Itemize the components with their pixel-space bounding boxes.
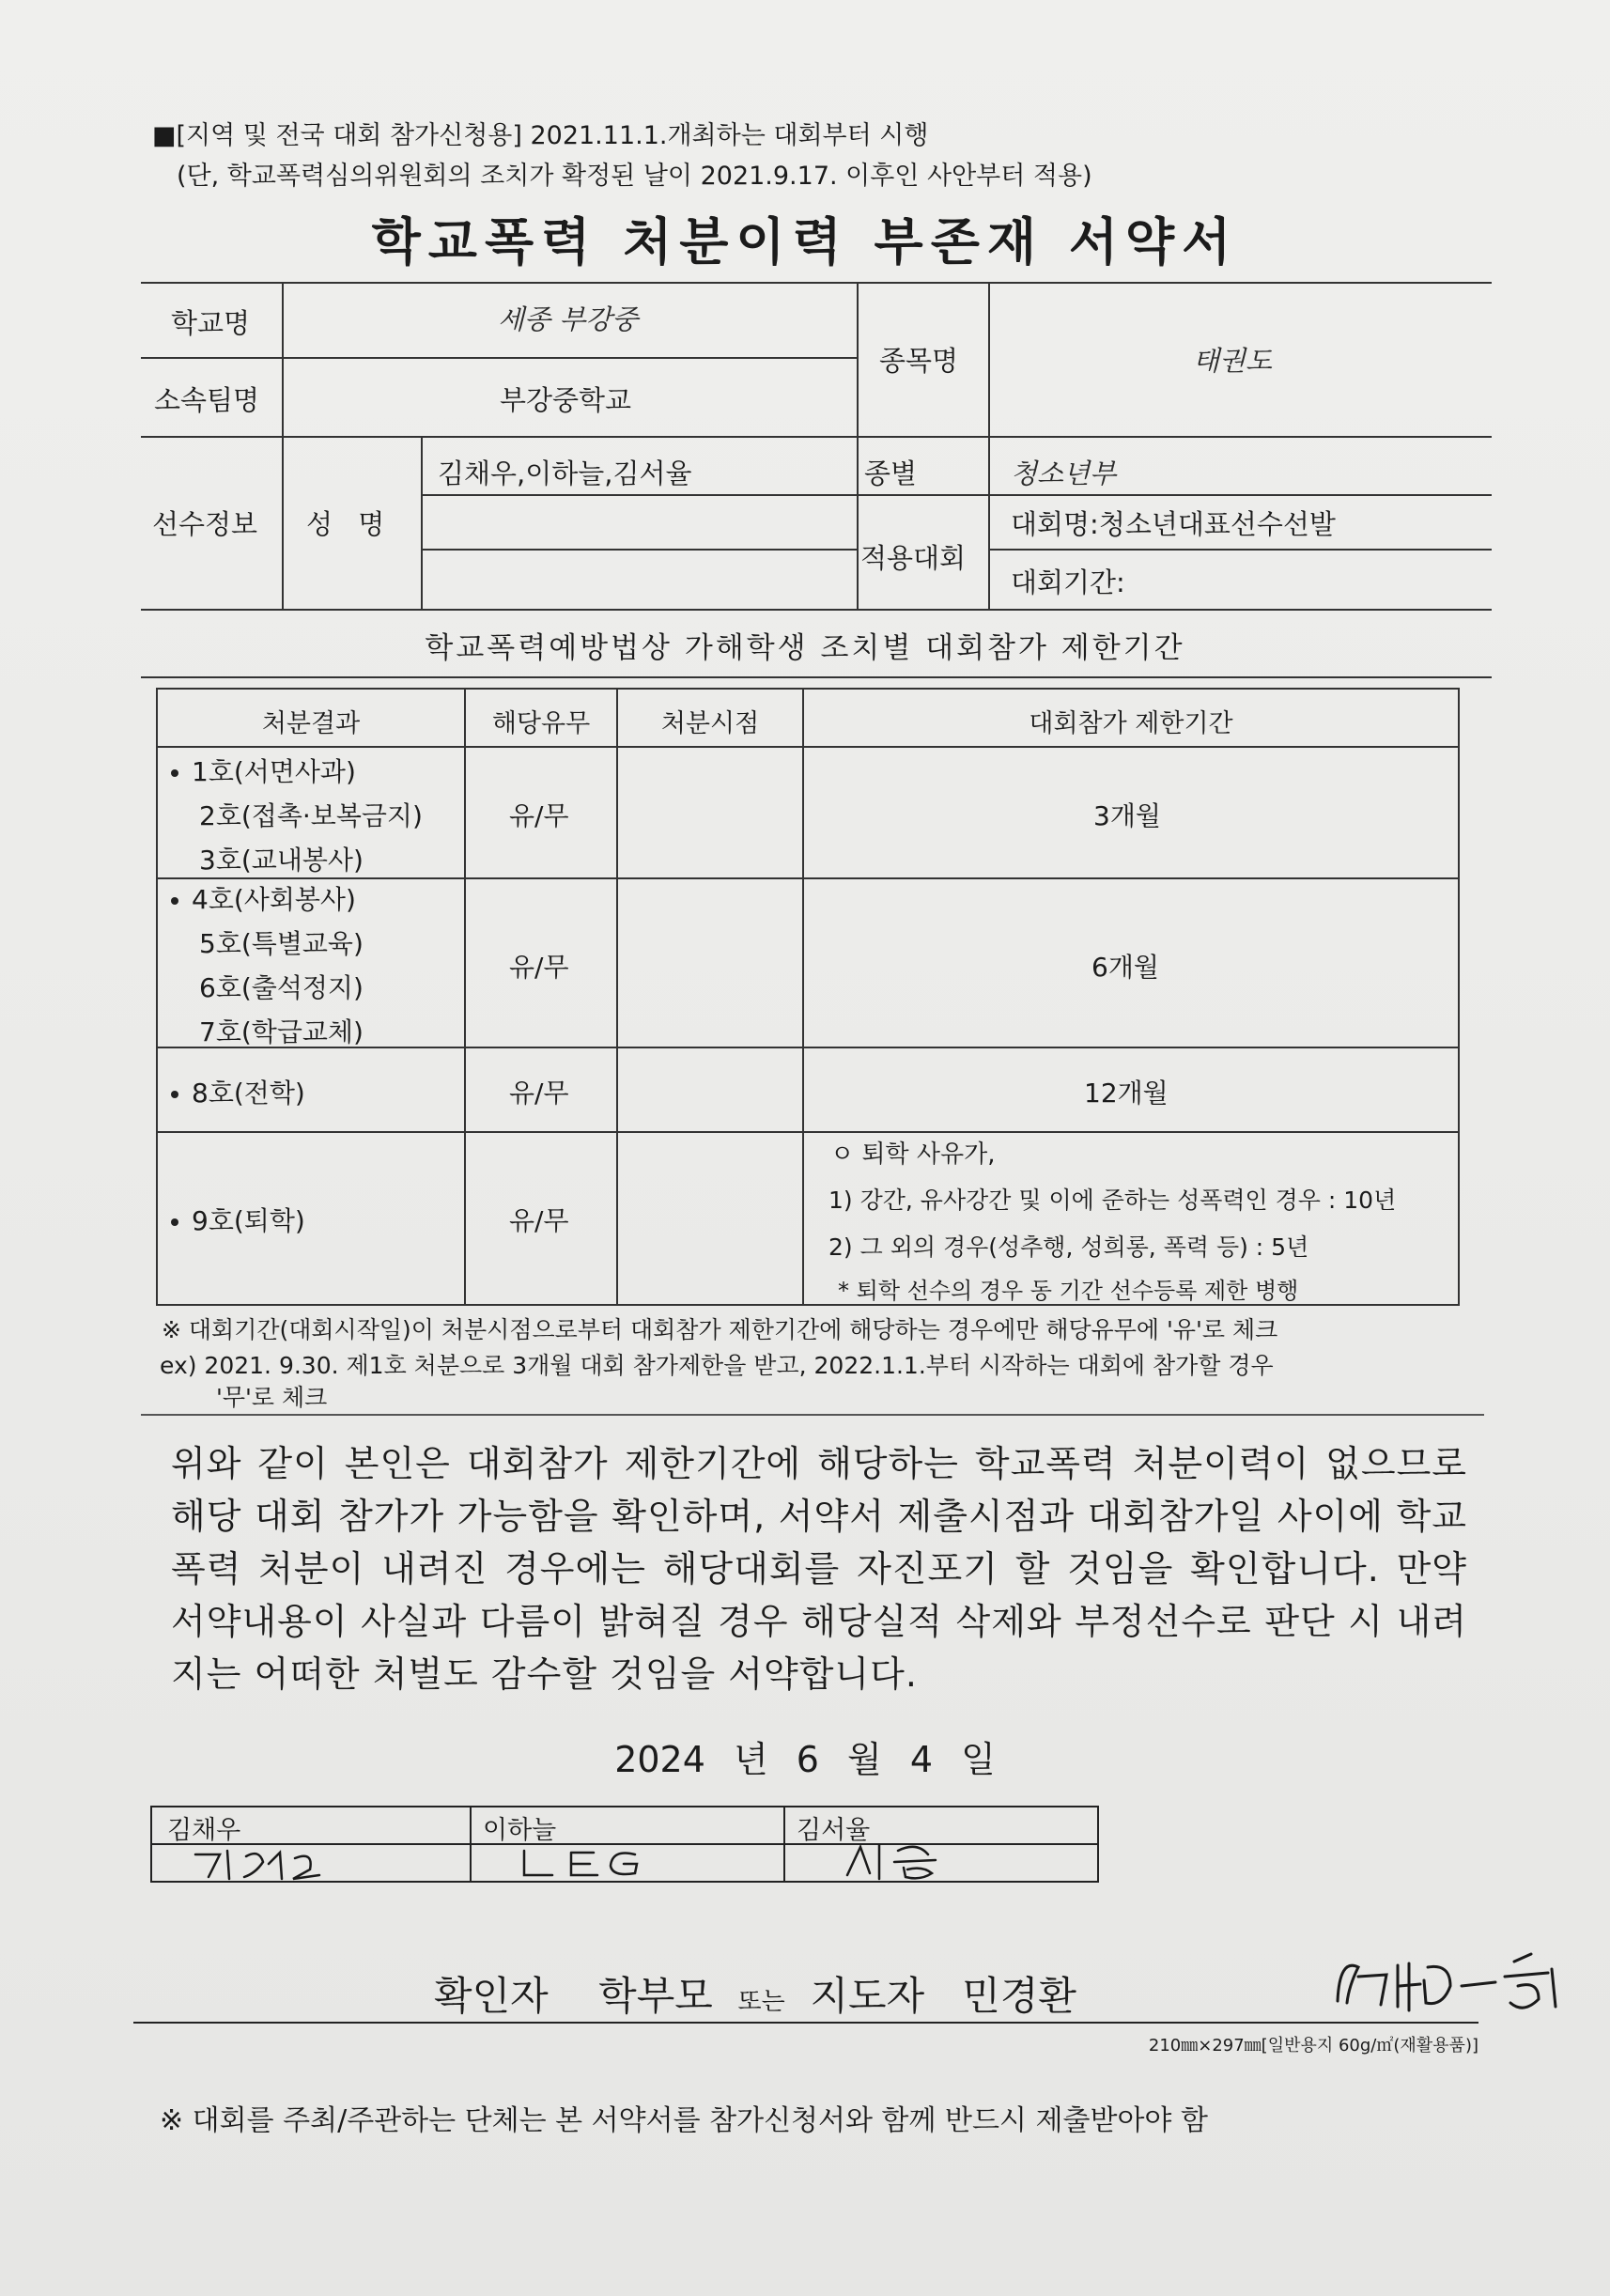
result-7: 7호(학급교체) [199,1016,364,1047]
division-value: 청소년부 [1011,458,1117,489]
confirmer-name: 민경환 [962,1973,1076,2019]
header-line-1: ■[지역 및 전국 대회 참가신청용] 2021.11.1.개최하는 대회부터 시행 [152,121,929,150]
note-2: ex) 2021. 9.30. 제1호 처분으로 3개월 대회 참가제한을 받고, 2022.1.1.부터 시작하는 대회에 참가할 경우 [160,1352,1274,1379]
note-3: '무'로 체크 [216,1384,328,1411]
name-label: 성 명 [306,508,385,540]
team-value: 부강중학교 [500,384,632,416]
confirmer-signature [1330,1948,1574,2024]
document-title: 학교폭력 처분이력 부존재 서약서 [371,212,1239,271]
paper-spec: 210㎜×297㎜[일반용지 60g/㎡(재활용품)] [1148,2036,1478,2056]
signature-table [150,1806,1099,1883]
confirmer-line [434,1965,1076,2022]
applicable-4: 유/무 [509,1205,569,1236]
limit-3: 12개월 [1084,1078,1169,1109]
competition-name: 대회명:청소년대표선수선발 [1011,508,1336,540]
penalty-subtitle: 학교폭력예방법상 가해학생 조치별 대회참가 제한기간 [425,631,1185,665]
division-label: 종별 [864,458,918,489]
result-1: 1호(서면사과) [171,752,356,789]
competition-period: 대회기간: [1011,566,1125,598]
result-5: 5호(특별교육) [199,928,364,959]
limit-2: 6개월 [1091,952,1159,983]
note-1: ※ 대회기간(대회시작일)이 처분시점으로부터 대회참가 제한기간에 해당하는 경우에만 해당유무에 '유'로 체크 [162,1316,1278,1343]
competition-label: 적용대회 [860,542,967,574]
player-info-label: 선수정보 [152,508,258,540]
header-date: 처분시점 [660,709,760,738]
result-6: 6호(출석정지) [199,972,364,1003]
signer-name-2: 이하늘 [483,1816,557,1845]
applicable-3: 유/무 [509,1078,569,1109]
result-9: 9호(퇴학) [171,1201,305,1238]
confirmer-label: 확인자 [434,1973,549,2019]
limit-4-line-2: 1) 강간, 유사강간 및 이에 준하는 성폭력인 경우 : 10년 [828,1187,1397,1214]
result-8: 8호(전학) [171,1073,305,1110]
applicable-1: 유/무 [509,800,569,831]
limit-1: 3개월 [1093,800,1161,831]
header-result: 처분결과 [261,709,361,738]
signer-name-3: 김서율 [797,1816,871,1845]
team-label: 소속팀명 [154,384,260,416]
event-value: 태권도 [1193,345,1273,377]
applicable-2: 유/무 [509,952,569,983]
signature-1 [190,1845,378,1883]
info-table [141,282,1492,611]
header-line-2: (단, 학교폭력심의위원회의 조치가 확정된 날이 2021.9.17. 이후인 사안부터 적용) [177,162,1092,191]
confirmer-parent: 학부모 [598,1973,713,2019]
result-4: 4호(사회봉사) [171,879,356,917]
confirmer-or: 또는 [737,1988,785,2016]
signature-3 [838,1841,1007,1883]
signer-name-1: 김채우 [167,1816,241,1845]
school-name-value: 세종 부강중 [498,303,639,335]
result-3: 3호(교내봉사) [199,845,364,876]
result-2: 2호(접촉·보복금지) [199,800,423,831]
sign-date: 2024 년 6 월 4 일 [614,1739,996,1780]
penalty-table [156,688,1460,1306]
limit-4-line-4: * 퇴학 선수의 경우 동 기간 선수등록 제한 병행 [838,1278,1299,1304]
limit-4-line-3: 2) 그 외의 경우(성추행, 성희롱, 폭력 등) : 5년 [828,1233,1309,1261]
signature-2 [519,1847,669,1881]
header-limit: 대회참가 제한기간 [1029,709,1233,738]
limit-4-line-1: ㅇ 퇴학 사유가, [830,1140,996,1169]
header-applicable: 해당유무 [491,709,591,738]
player-names-value: 김채우,이하늘,김서율 [438,458,692,489]
confirmer-coach: 지도자 [810,1973,925,2019]
event-label: 종목명 [879,345,959,377]
footer-note: ※ 대회를 주최/주관하는 단체는 본 서약서를 참가신청서와 함께 반드시 제출받아야 함 [160,2104,1208,2137]
oath-text: 위와 같이 본인은 대회참가 제한기간에 해당하는 학교폭력 처분이력이 없으므로 해당 대회 참가가 가능함을 확인하며, 서약서 제출시점과 대회참가일 사이에 학교폭력 처분이 내려진 경우에는 해당대회를 자진포기 할 것임을 확인합니다. 만약 서약내용이 사실과 다름이 밝혀질 경우 해당실적 삭제와 부정선수로 판단 시 내려지는 어떠한 처벌도 감수할 것임을 서약합니다. [171,1443,1467,1695]
school-name-label: 학교명 [171,307,251,339]
